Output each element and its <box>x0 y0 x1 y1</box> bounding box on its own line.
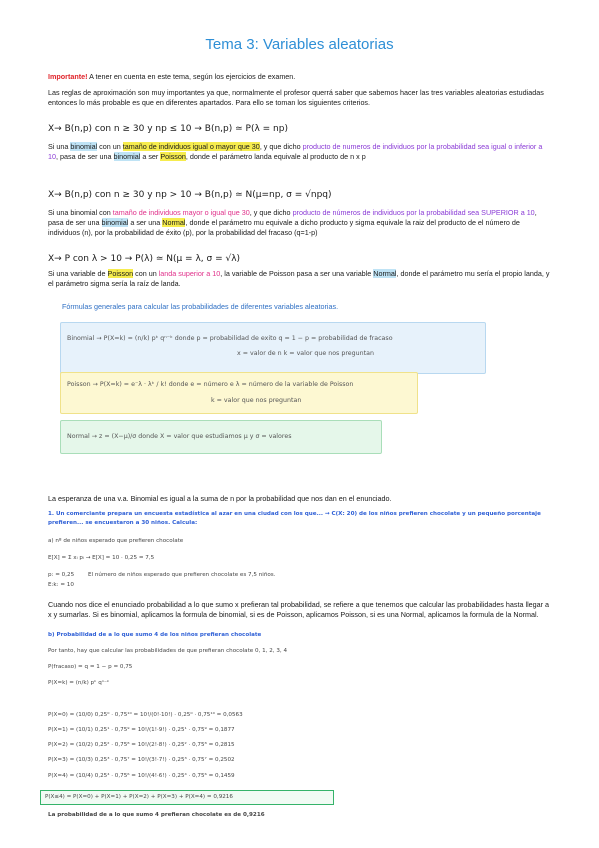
rule2-text: Si una binomial con tamaño de individuos mayor o igual que 30, y que dicho producto de números de individuos por la probabilidad sea SUPERIOR a 10, pasa de ser una binomial a ser una Normal, donde el parámetro mu equivale a dicho producto y sigma equivale la raiz del producto de el número de individuos (n), por la probabilidad de éxito (p), por la probabilidad del fracaso (q=1-p) <box>48 208 537 238</box>
calc-row-3: P(X=3) = (10/3) 0,25³ · 0,75⁷ = 10!/(3!·7!) · 0,25³ · 0,75⁷ = 0,2502 <box>48 757 235 763</box>
important-note <box>48 72 553 82</box>
normal-formula-box <box>60 420 382 454</box>
result-sum: P(X≤4) = P(X=0) + P(X=1) + P(X=2) + P(X=3) + P(X=4) = 0,9216 <box>45 794 233 800</box>
part-b-line3: P(X=k) = (n/k) pᵏ qⁿ⁻ᵏ <box>48 680 110 686</box>
part-a-label: a) nº de niños esperado que prefieren chocolate <box>48 538 184 544</box>
part-b-intro: Cuando nos dice el enunciado probabilidad a lo que sumo x prefieran tal probabilidad, se refiere a que tenemos que calcular las probabilidades hasta llegar a x y sumarlas. Si es binomial, aplicamos la formula de binomial, si es de Poisson, aplicamos Poisson, si es una Normal, aplicamos la formula de la Normal. <box>48 600 550 620</box>
rule1-text: Si una binomial con un tamaño de individuos igual o mayor que 30, y que dicho producto de numeros de individuos por la probabilidad sea igual o inferior a 10, pasa de ser una binomial a ser Poisson, donde el parámetro landa equivale al producto de n x p <box>48 142 543 162</box>
rule3-text: Si una variable de Poisson con un landa superior a 10, la variable de Poisson pasa a ser una variable Normal, donde el parámetro mu sería el propio landa, y el parámetro sigma sería la raíz de landa. <box>48 269 550 289</box>
poisson-formula-vars: k = valor que nos preguntan <box>211 397 302 404</box>
normal-formula: Normal → z = (X−μ)/σ donde X = valor que estudiamos μ y σ = valores <box>67 433 292 440</box>
calc-row-0: P(X=0) = (10/0) 0,25⁰ · 0,75¹⁰ = 10!/(0!·10!) · 0,25⁰ · 0,75¹⁰ = 0,0563 <box>48 712 243 718</box>
poisson-formula: Poisson → P(X=k) = e⁻λ · λᵏ / k! donde e = número e λ = número de la variable de Poisson <box>67 381 354 388</box>
part-b-line2: P(fracaso) = q = 1 − p = 0,75 <box>48 664 133 670</box>
part-a-note: El número de niños esperado que prefieren chocolate es 7,5 niños. <box>88 572 276 578</box>
part-b-line1: Por tanto, hay que calcular las probabilidades de que prefieran chocolate 0, 1, 2, 3, 4 <box>48 648 288 654</box>
part-b-label: b) Probabilidad de a lo que sumo 4 de los niños prefieran chocolate <box>48 632 262 638</box>
rule3-formula: X→ P con λ > 10 → P(λ) ≃ N(μ = λ, σ = √λ) <box>48 254 241 264</box>
binomial-formula: Binomial → P(X=k) = (n/k) pᵏ qⁿ⁻ᵏ donde p = probabilidad de exito q = 1 − p = probabilidad de fracaso <box>67 335 393 342</box>
calc-row-1: P(X=1) = (10/1) 0,25¹ · 0,75⁹ = 10!/(1!·9!) · 0,25¹ · 0,75⁹ = 0,1877 <box>48 727 235 733</box>
poisson-formula-box <box>60 372 418 414</box>
rule1-formula: X→ B(n,p) con n ≥ 30 y np ≤ 10 → B(n,p) ≃ P(λ = np) <box>48 124 288 134</box>
rule2-formula: X→ B(n,p) con n ≥ 30 y np > 10 → B(n,p) ≃ N(μ=np, σ = √npq) <box>48 190 332 200</box>
expectation-text: La esperanza de una v.a. Binomial es igual a la suma de n por la probabilidad que nos dan en el enunciado. <box>48 494 392 503</box>
formulas-heading: Fórmulas generales para calcular las probabilidades de diferentes variables aleatorias. <box>62 302 339 311</box>
binomial-formula-vars: x = valor de n k = valor que nos preguntan <box>237 350 374 357</box>
part-a-calc: E[X] = Σ xᵢ pᵢ → E[X] = 10 · 0,25 = 7,5 <box>48 555 155 561</box>
important-text: A tener en cuenta en este tema, según los ejercicios de examen. <box>87 72 296 81</box>
important-label: Importante! <box>48 72 88 81</box>
result-box <box>40 790 334 805</box>
part-a-p: p: = 0,25 <box>48 572 75 578</box>
calc-row-4: P(X=4) = (10/4) 0,25⁴ · 0,75⁶ = 10!/(4!·6!) · 0,25⁴ · 0,75⁶ = 0,1459 <box>48 773 235 779</box>
page-title: Tema 3: Variables aleatorias <box>205 36 394 53</box>
binomial-formula-box <box>60 322 486 374</box>
calc-row-2: P(X=2) = (10/2) 0,25² · 0,75⁸ = 10!/(2!·8!) · 0,25² · 0,75⁸ = 0,2815 <box>48 742 235 748</box>
exercise-statement: 1. Un comerciante prepara un encuesta estadística al azar en una ciudad con los que... → C(X: 20) de los niños prefieren chocolate y un pequeño porcentaje prefieren... se encuestaron a 30 niños. Calcula: <box>48 511 541 526</box>
intro-paragraph: Las reglas de aproximación son muy importantes ya que, normalmente el profesor querrá saber que sabemos hacer las tres variables aleatorias estudiadas entonces lo más probable es que en diferentes apartados. Para ello se toman los siguientes criterios. <box>48 88 544 108</box>
part-a-n: E:k: = 10 <box>48 582 74 588</box>
conclusion: La probabilidad de a lo que sumo 4 prefieran chocolate es de 0,9216 <box>48 812 265 818</box>
